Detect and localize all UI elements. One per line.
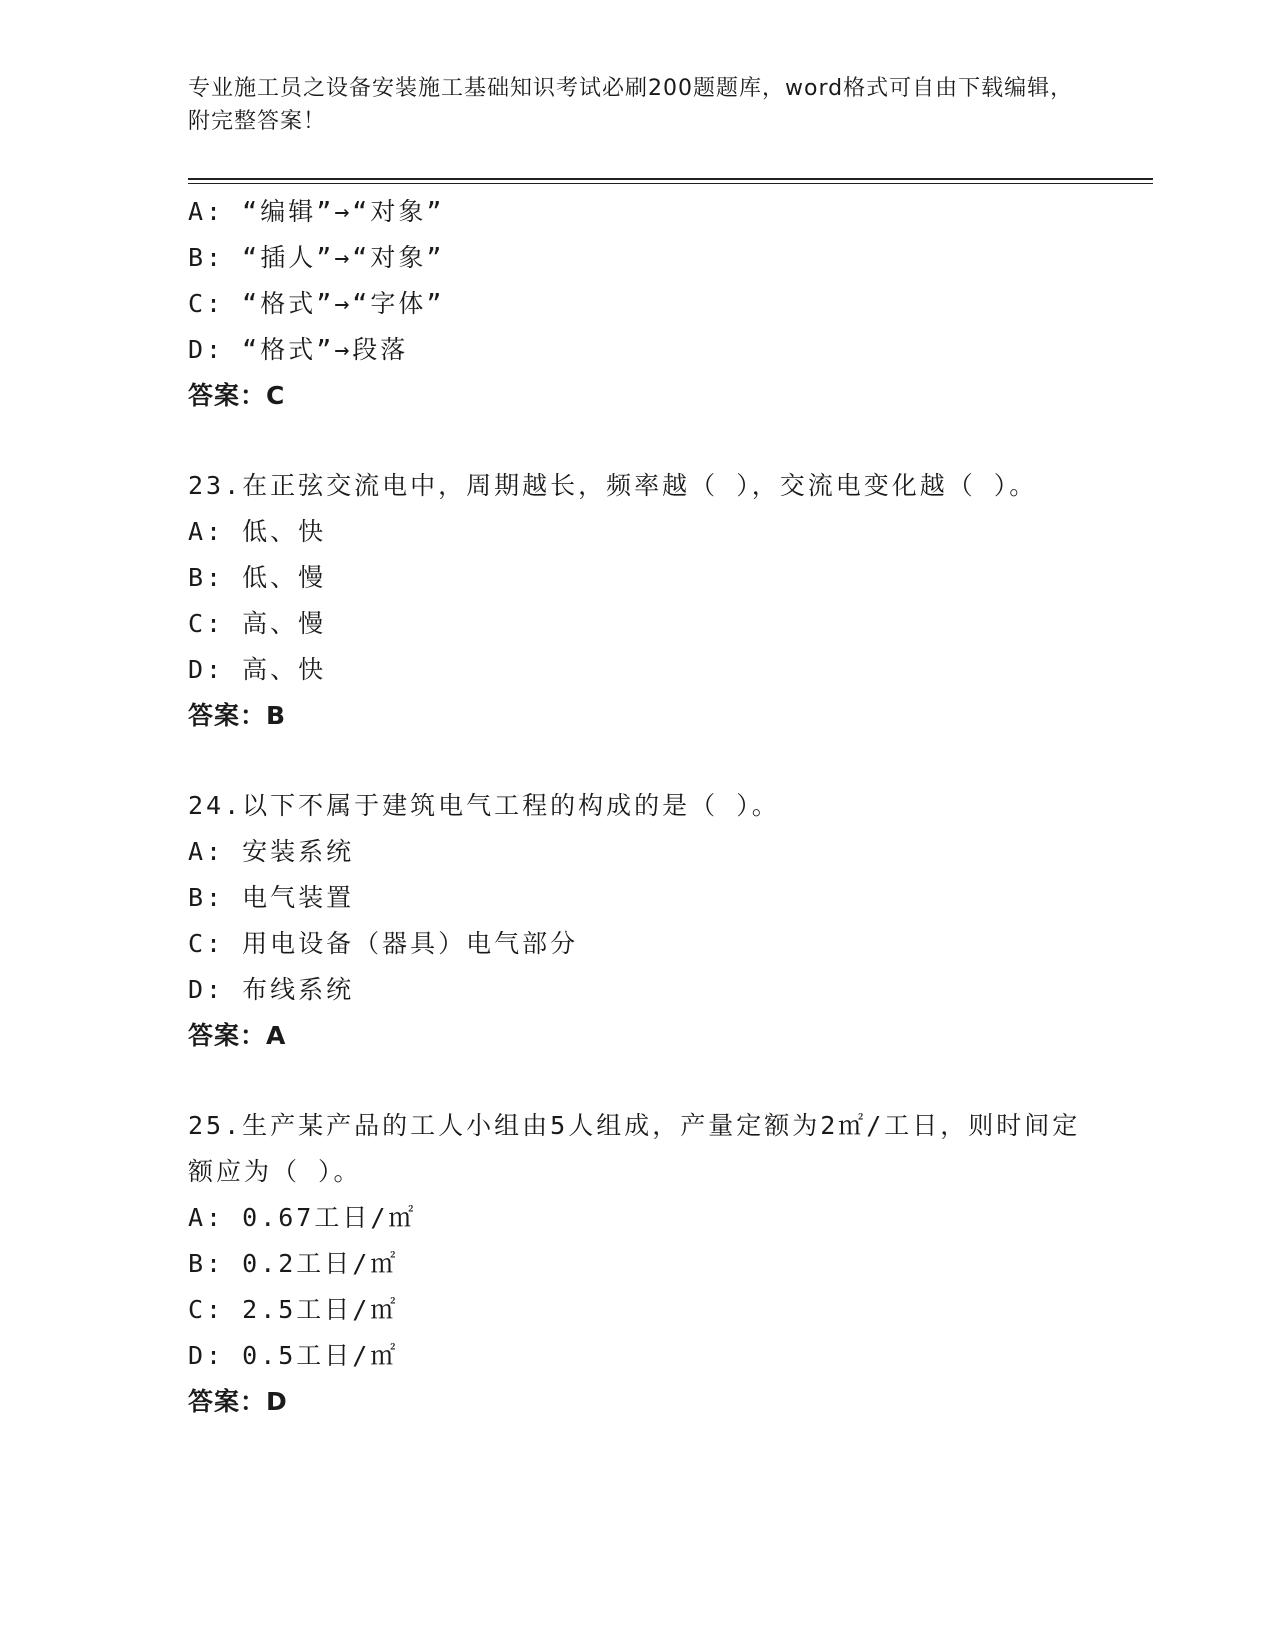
- option-c: C: 高、慢: [188, 609, 327, 638]
- option-b: B: 电气装置: [188, 883, 355, 912]
- option-a: A: 安装系统: [188, 837, 355, 866]
- option-d: D: 布线系统: [188, 975, 355, 1004]
- question-25: [188, 1103, 1148, 1425]
- answer: 答案：D: [188, 1387, 288, 1416]
- option-b: B: 0.2工日/㎡: [188, 1249, 399, 1278]
- header-rule-thin: [188, 183, 1153, 184]
- option-b: B: “插人”→“对象”: [188, 243, 445, 272]
- option-a: A: “编辑”→“对象”: [188, 197, 445, 226]
- answer: 答案：C: [188, 381, 286, 410]
- question-24: [188, 783, 1148, 1059]
- option-c: C: 2.5工日/㎡: [188, 1295, 399, 1324]
- answer: 答案：B: [188, 701, 287, 730]
- question-22: [188, 189, 1148, 419]
- option-c: C: “格式”→“字体”: [188, 289, 445, 318]
- question-text: 24.以下不属于建筑电气工程的构成的是（ ）。: [188, 791, 780, 820]
- option-a: A: 0.67工日/㎡: [188, 1203, 417, 1232]
- option-d: D: “格式”→段落: [188, 335, 409, 364]
- option-a: A: 低、快: [188, 517, 327, 546]
- question-text: 25.生产某产品的工人小组由5人组成，产量定额为2㎡/工日，则时间定额应为（ ）。: [188, 1111, 1081, 1186]
- question-23: [188, 463, 1148, 739]
- answer: 答案：A: [188, 1021, 287, 1050]
- header-rule-thick: [188, 178, 1153, 180]
- document-header: 专业施工员之设备安装施工基础知识考试必刷200题题库，word格式可自由下载编辑，附完整答案！: [188, 76, 1074, 134]
- question-text: 23.在正弦交流电中，周期越长，频率越（ ），交流电变化越（ ）。: [188, 471, 1038, 500]
- option-c: C: 用电设备（器具）电气部分: [188, 929, 579, 958]
- option-d: D: 0.5工日/㎡: [188, 1341, 399, 1370]
- option-d: D: 高、快: [188, 655, 327, 684]
- question-list: [188, 189, 1148, 1425]
- option-b: B: 低、慢: [188, 563, 327, 592]
